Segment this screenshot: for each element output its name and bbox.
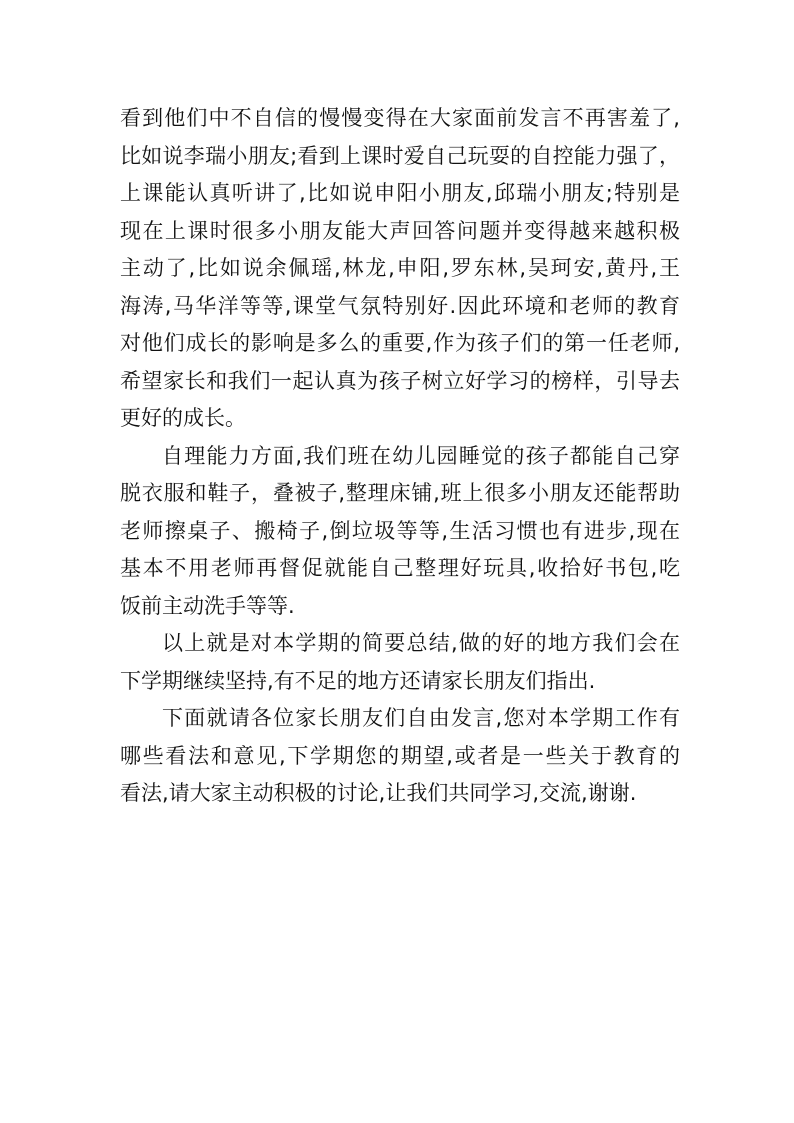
text-line: 自理能力方面,我们班在幼儿园睡觉的孩子都能自己穿 (162, 443, 680, 468)
text-line: 老师擦桌子、搬椅子,倒垃圾等等,生活习惯也有进步,现在 (120, 518, 680, 543)
text-line: 上课能认真听讲了,比如说申阳小朋友,邱瑞小朋友;特别是 (120, 181, 680, 205)
text-line: 对他们成长的影响是多么的重要,作为孩子们的第一任老师, (120, 331, 680, 355)
text-line: 主动了,比如说余佩瑶,林龙,申阳,罗东林,吴珂安,黄丹,王 (120, 256, 680, 280)
text-line: 海涛,马华洋等等,课堂气氛特别好.因此环境和老师的教育 (120, 293, 680, 318)
text-line: 现在上课时很多小朋友能大声回答问题并变得越来越积极 (120, 218, 680, 243)
text-line: 看法,请大家主动积极的讨论,让我们共同学习,交流,谢谢. (120, 781, 637, 805)
text-line: 看到他们中不自信的慢慢变得在大家面前发言不再害羞了, (120, 106, 680, 130)
paragraph-1 (120, 100, 680, 438)
paragraph-3 (120, 625, 680, 700)
text-line: 下学期继续坚持,有不足的地方还请家长朋友们指出. (120, 668, 596, 693)
text-line: 基本不用老师再督促就能自己整理好玩具,收拾好书包,吃 (120, 556, 680, 580)
text-line: 饭前主动洗手等等. (120, 593, 295, 618)
paragraph-4 (120, 700, 680, 813)
document-body (120, 100, 680, 813)
text-line: 哪些看法和意见,下学期您的期望,或者是一些关于教育的 (120, 743, 680, 768)
text-line: 希望家长和我们一起认真为孩子树立好学习的榜样，引导去 (120, 368, 680, 393)
text-line: 下面就请各位家长朋友们自由发言,您对本学期工作有 (162, 706, 680, 730)
text-line: 比如说李瑞小朋友;看到上课时爱自己玩耍的自控能力强了， (120, 143, 680, 168)
paragraph-2 (120, 438, 680, 626)
text-line: 脱衣服和鞋子，叠被子,整理床铺,班上很多小朋友还能帮助 (120, 481, 680, 505)
text-line: 以上就是对本学期的简要总结,做的好的地方我们会在 (162, 631, 680, 655)
text-line: 更好的成长。 (120, 406, 246, 430)
